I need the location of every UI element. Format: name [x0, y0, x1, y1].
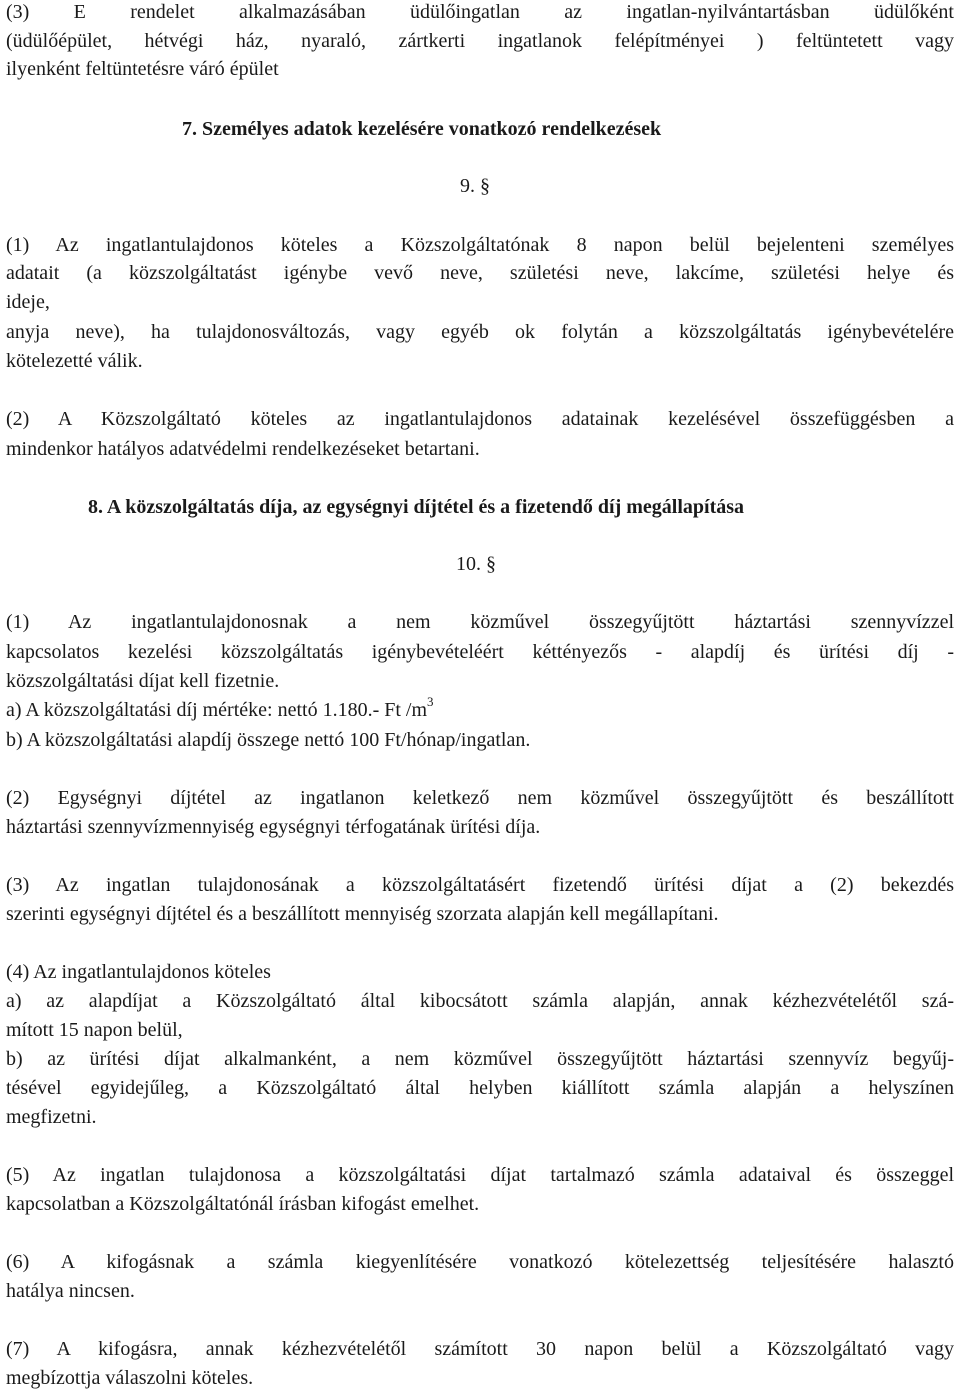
text-line: közszolgáltatási díjat kell fizetnie.	[6, 670, 280, 692]
text-line: kapcsolatos kezelési közszolgáltatás igénybevételéért kéttényezős - alapdíj és ürítési díj -	[6, 641, 954, 663]
text-line: (3) E rendelet alkalmazásában üdülőingatlan az ingatlan-nyilvántartásban üdülőként	[6, 1, 954, 23]
fee-text: a) A közszolgáltatási díj mértéke: nettó 1.180.- Ft /m	[6, 699, 428, 721]
text-line: (4) Az ingatlantulajdonos köteles	[6, 961, 271, 983]
text-line: (6) A kifogásnak a számla kiegyenlítésére vonatkozó kötelezettség teljesítésére halasztó	[6, 1251, 954, 1273]
text-line: megbízottja válaszolni köteles.	[6, 1367, 254, 1389]
text-line: mított 15 napon belül,	[6, 1019, 183, 1041]
paragraph-number: 10. §	[456, 553, 496, 575]
superscript: 3	[427, 694, 434, 710]
text-line: megfizetni.	[6, 1106, 97, 1128]
text-line: (2) Egységnyi díjtétel az ingatlanon keletkező nem közművel összegyűjtött és beszállított	[6, 787, 954, 809]
section-heading: 7. Személyes adatok kezelésére vonatkozó rendelkezések	[182, 118, 662, 140]
text-line: szerinti egységnyi díjtétel és a beszállított mennyiség szorzata alapján kell megállapítani.	[6, 903, 719, 925]
text-line: b) A közszolgáltatási alapdíj összege nettó 100 Ft/hónap/ingatlan.	[6, 729, 531, 751]
text-line: (üdülőépület, hétvégi ház, nyaraló, zártkerti ingatlanok felépítményei ) feltüntetett vagy	[6, 30, 954, 52]
text-line: anyja neve), ha tulajdonosváltozás, vagy egyéb ok folytán a közszolgáltatás igénybevételére	[6, 321, 954, 343]
text-line: kapcsolatban a Közszolgáltatónál írásban kifogást emelhet.	[6, 1193, 480, 1215]
text-line: (3) Az ingatlan tulajdonosának a közszolgáltatásért fizetendő ürítési díjat a (2) bekezdés	[6, 874, 954, 896]
text-line: háztartási szennyvízmennyiség egységnyi térfogatának ürítési díja.	[6, 816, 541, 838]
text-line: (1) Az ingatlantulajdonos köteles a Közszolgáltatónak 8 napon belül bejelenteni személyes	[6, 234, 954, 256]
text-line: adatait (a közszolgáltatást igénybe vevő neve, születési neve, lakcíme, születési helye és	[6, 262, 954, 284]
text-line: (7) A kifogásra, annak kézhezvételétől számított 30 napon belül a Közszolgáltató vagy	[6, 1338, 954, 1360]
text-line: ilyenként feltüntetésre váró épület	[6, 58, 279, 80]
paragraph-number: 9. §	[460, 175, 490, 197]
text-line: a) az alapdíjat a Közszolgáltató által kibocsátott számla alapján, annak kézhezvételétől szá-	[6, 990, 954, 1012]
text-line: mindenkor hatályos adatvédelmi rendelkezéseket betartani.	[6, 438, 480, 460]
text-line: hatálya nincsen.	[6, 1280, 135, 1302]
text-line: kötelezetté válik.	[6, 350, 143, 372]
text-line: (5) Az ingatlan tulajdonosa a közszolgáltatási díjat tartalmazó számla adataival és összeggel	[6, 1164, 954, 1186]
text-line: (2) A Közszolgáltató köteles az ingatlantulajdonos adatainak kezelésével összefüggésben a	[6, 408, 954, 430]
text-line: b) az ürítési díjat alkalmanként, a nem közművel összegyűjtött háztartási szennyvíz begyűj-	[6, 1048, 954, 1070]
text-line: ideje,	[6, 291, 50, 313]
text-line	[6, 694, 954, 722]
text-line: tésével egyidejűleg, a Közszolgáltató által helyben kiállított számla alapján a helyszínen	[6, 1077, 954, 1099]
section-heading: 8. A közszolgáltatás díja, az egységnyi díjtétel és a fizetendő díj megállapítása	[88, 496, 745, 518]
text-line: (1) Az ingatlantulajdonosnak a nem közművel összegyűjtött háztartási szennyvízzel	[6, 611, 954, 633]
